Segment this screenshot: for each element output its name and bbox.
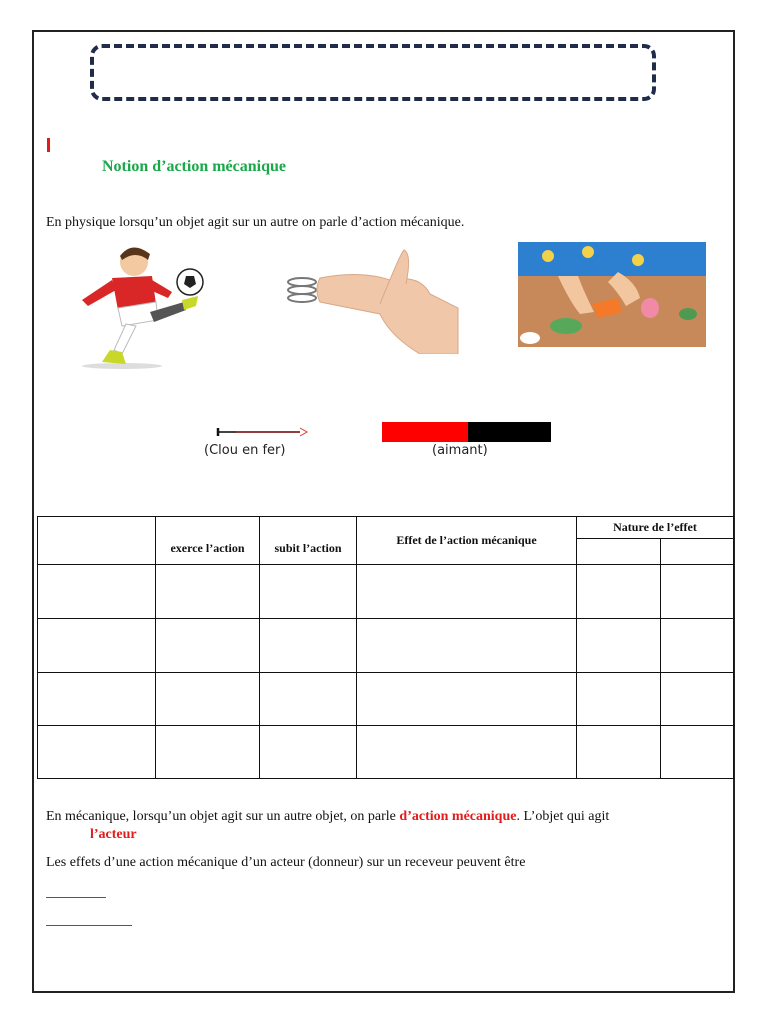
header-exerce: exerce l’action [156, 517, 260, 565]
nature-subcell[interactable] [661, 539, 734, 565]
table-cell[interactable] [357, 673, 577, 726]
effects-sentence: Les effets d’une action mécanique d’un acteur (donneur) sur un receveur peuvent être [46, 855, 526, 870]
conclusion-text: En mécanique, lorsqu’un objet agit sur un autre objet, on parle [46, 809, 400, 824]
table-cell[interactable] [38, 619, 156, 673]
table-cell[interactable] [661, 726, 734, 779]
table-row [38, 619, 734, 673]
conclusion-paragraph [46, 808, 696, 844]
header-empty [38, 517, 156, 565]
table-cell[interactable] [260, 673, 357, 726]
section-marker [47, 138, 50, 152]
conclusion-text-end: . L’objet qui agit [516, 809, 610, 824]
spring-compression-image [280, 244, 460, 354]
magnet-label: (aimant) [432, 443, 488, 458]
magnet-icon [382, 422, 551, 442]
header-effet: Effet de l’action mécanique [357, 517, 577, 565]
table-cell[interactable] [577, 673, 661, 726]
nature-subcell[interactable] [577, 539, 661, 565]
table-cell[interactable] [357, 726, 577, 779]
header-nature: Nature de l’effet [577, 517, 734, 539]
answer-blank-2[interactable] [46, 925, 132, 926]
modeling-clay-image [518, 242, 706, 347]
magnet-black-pole [468, 422, 551, 442]
table-cell[interactable] [156, 726, 260, 779]
table-cell[interactable] [156, 619, 260, 673]
nail-label: (Clou en fer) [204, 443, 286, 458]
table-row [38, 726, 734, 779]
table-cell[interactable] [38, 673, 156, 726]
table-cell[interactable] [661, 673, 734, 726]
highlight-acteur: l’acteur [90, 827, 137, 842]
table-cell[interactable] [357, 619, 577, 673]
table-cell[interactable] [260, 565, 357, 619]
section-title: Notion d’action mécanique [102, 158, 286, 175]
table-cell[interactable] [156, 565, 260, 619]
table-cell[interactable] [661, 565, 734, 619]
header-subit: subit l’action [260, 517, 357, 565]
intro-text: En physique lorsqu’un objet agit sur un autre on parle d’action mécanique. [46, 215, 465, 230]
magnet-red-pole [382, 422, 468, 442]
highlight-action-mecanique: d’action mécanique [399, 809, 517, 824]
action-table [37, 516, 734, 779]
table-cell[interactable] [38, 726, 156, 779]
table-cell[interactable] [260, 619, 357, 673]
answer-blank-1[interactable] [46, 897, 106, 898]
table-cell[interactable] [357, 565, 577, 619]
table-cell[interactable] [577, 726, 661, 779]
table-cell[interactable] [260, 726, 357, 779]
title-box[interactable] [90, 44, 656, 101]
table-row [38, 673, 734, 726]
football-player-image [52, 240, 212, 370]
table-cell[interactable] [577, 565, 661, 619]
table-cell[interactable] [661, 619, 734, 673]
table-row [38, 565, 734, 619]
table-cell[interactable] [38, 565, 156, 619]
table-cell[interactable] [577, 619, 661, 673]
nail-icon [216, 425, 308, 439]
table-cell[interactable] [156, 673, 260, 726]
